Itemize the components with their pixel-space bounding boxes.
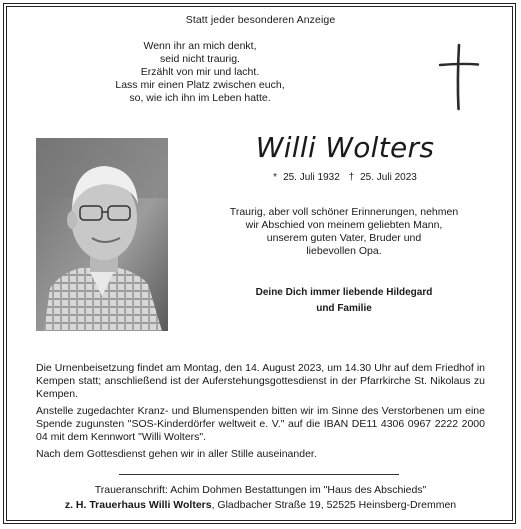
closing-paragraph: Nach dem Gottesdienst gehen wir in aller Stille auseinander.	[36, 448, 317, 460]
farewell-text	[214, 206, 474, 258]
born-symbol: *	[273, 172, 278, 183]
farewell-line: wir Abschied von meinem geliebten Mann,	[245, 219, 443, 231]
signature-block	[214, 285, 474, 317]
poem-line: Wenn ihr an mich denkt,	[143, 40, 257, 52]
portrait-image	[36, 138, 168, 331]
footer-address-line1: Traueranschrift: Achim Dohmen Bestattungen im "Haus des Abschieds"	[94, 484, 427, 496]
farewell-line: unserem guten Vater, Bruder und	[266, 232, 422, 244]
deceased-name: Willi Wolters	[255, 131, 435, 164]
death-date: 25. Juli 2023	[360, 172, 417, 183]
signature-line: Deine Dich immer liebende Hildegard	[255, 287, 433, 298]
footer-bold: z. H. Trauerhaus Willi Wolters	[64, 499, 212, 511]
poem-line: so, wie ich ihn im Leben hatte.	[129, 92, 271, 104]
poem-line: Erzählt von mir und lacht.	[140, 66, 260, 78]
signature-line: und Familie	[316, 303, 372, 314]
birth-date: 25. Juli 1932	[283, 172, 340, 183]
burial-paragraph: Die Urnenbeisetzung findet am Montag, den 14. August 2023, um 14.30 Uhr auf dem Friedhof in Kempen statt; anschließend ist der Auferstehungsgottesdienst in der Pfarrkirche St. Nikolaus zu Kempen.	[36, 362, 485, 400]
poem-line: Lass mir einen Platz zwischen euch,	[115, 79, 285, 91]
poem	[60, 40, 340, 105]
life-dates	[255, 172, 435, 183]
footer-address-line2	[0, 498, 521, 513]
latin-cross-icon	[436, 43, 480, 111]
portrait-photo	[36, 138, 168, 331]
poem-line: seid nicht traurig.	[160, 53, 240, 65]
footer-rest: , Gladbacher Straße 19, 52525 Heinsberg-Dremmen	[211, 499, 457, 511]
farewell-line: liebevollen Opa.	[306, 245, 382, 257]
farewell-line: Traurig, aber voll schöner Erinnerungen, nehmen	[229, 206, 459, 218]
donation-paragraph: Anstelle zugedachter Kranz- und Blumenspenden bitten wir im Sinne des Verstorbenen um eine Spende zugunsten "SOS-Kinderdörfer weltweit e. V." auf die IBAN DE11 4306 0967 2222 2000 04 mit dem Kennwort "Willi Wolters".	[36, 405, 485, 443]
footer-separator	[119, 474, 399, 475]
died-symbol: †	[348, 172, 355, 183]
header-text: Statt jeder besonderen Anzeige	[185, 14, 336, 26]
